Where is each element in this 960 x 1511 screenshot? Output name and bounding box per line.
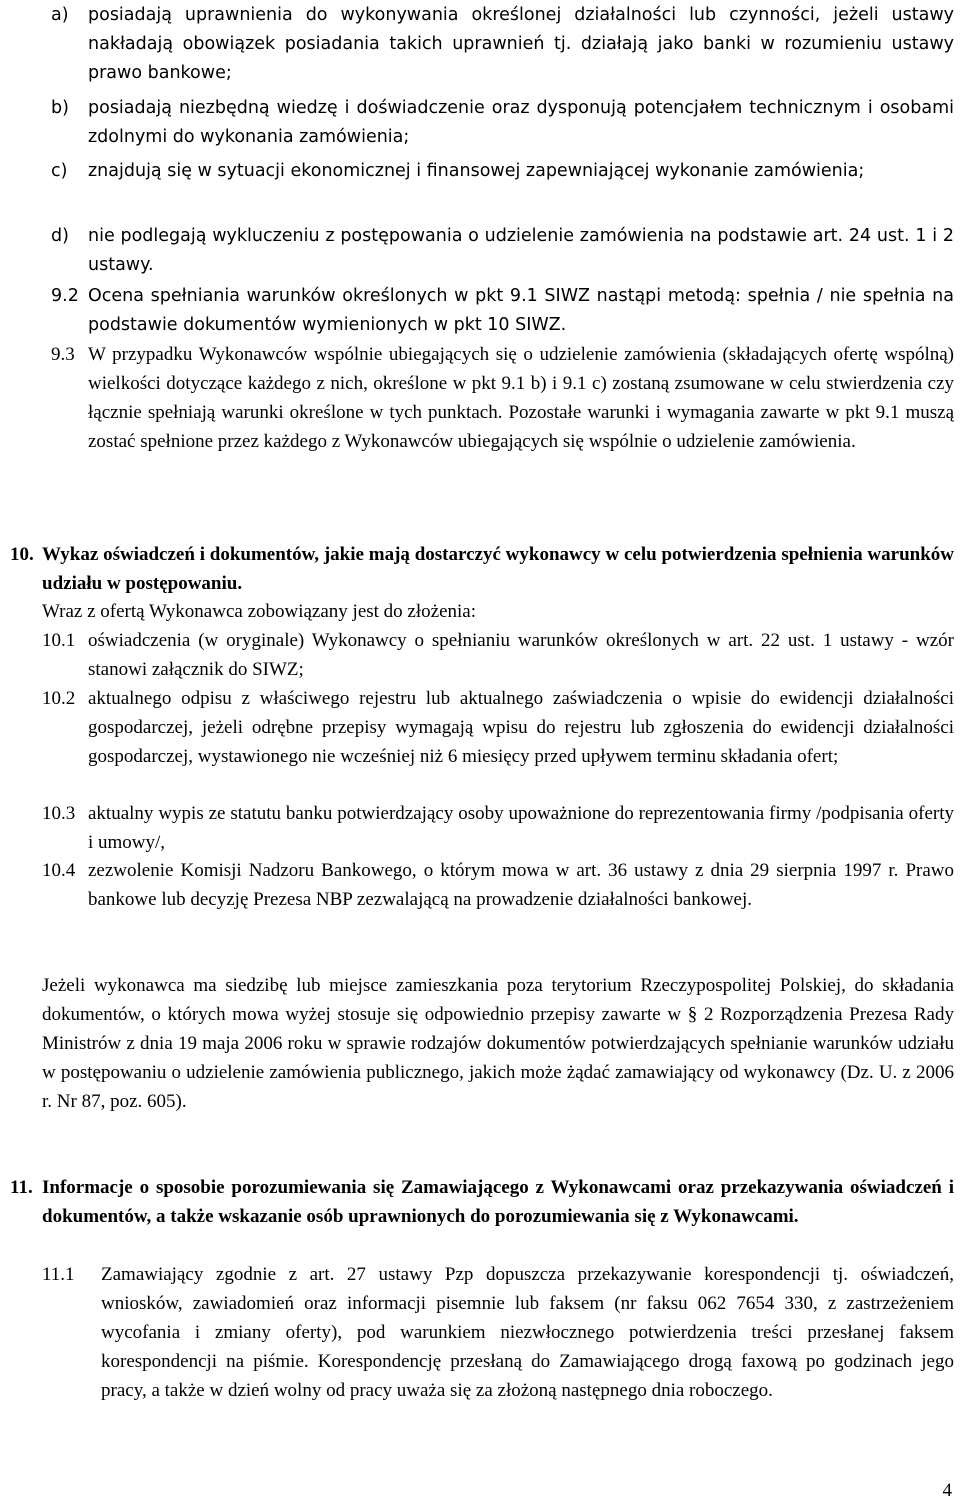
- item-10-4-text: zezwolenie Komisji Nadzoru Bankowego, o którym mowa w art. 36 ustawy z dnia 29 sierpnia 1997 r. Prawo bankowe lub decyzję Prezesa NBP zezwalającą na prowadzenie działalności bankowej.: [88, 860, 954, 910]
- list-item-d: nie podlegają wykluczeniu z postępowania o udzielenie zamówienia na podstawie art. 24 ust. 1 i 2 ustawy.: [88, 226, 954, 275]
- section-9-3-label: 9.3: [51, 344, 75, 365]
- section-10-intro: Wraz z ofertą Wykonawca zobowiązany jest do złożenia:: [42, 601, 477, 622]
- list-label-c: c): [51, 161, 68, 181]
- page-number: 4: [942, 1480, 952, 1501]
- section-9-2-text: Ocena spełniania warunków określonych w pkt 9.1 SIWZ nastąpi metodą: spełnia / nie spełnia na podstawie dokumentów wymienionych w pkt 10 SIWZ.: [88, 286, 954, 335]
- section-10-heading: Wykaz oświadczeń i dokumentów, jakie mają dostarczyć wykonawcy w celu potwierdzenia spełnienia warunków udziału w postępowaniu.: [42, 544, 954, 594]
- list-label-a: a): [51, 5, 69, 25]
- foreign-bidders-paragraph: Jeżeli wykonawca ma siedzibę lub miejsce zamieszkania poza terytorium Rzeczypospolitej Polskiej, do składania dokumentów, o których mowa wyżej stosuje się odpowiednio przepisy zawarte w § 2 Rozporządzenia Prezesa Rady Ministrów z dnia 19 maja 2006 roku w sprawie rodzajów dokumentów potwierdzających spełnianie warunków udziału w postępowaniu o udzielenie zamówienia publicznego, jakich może żądać zamawiający od wykonawcy (Dz. U. z 2006 r. Nr 87, poz. 605).: [42, 975, 954, 1112]
- list-label-b: b): [51, 98, 69, 118]
- item-10-2-text: aktualnego odpisu z właściwego rejestru lub aktualnego zaświadczenia o wpisie do ewidencji działalności gospodarczej, jeżeli odrębne przepisy wymagają wpisu do rejestru lub zgłoszenia do ewidencji działalności gospodarczej, wystawionego nie wcześniej niż 6 miesięcy przed upływem terminu składania ofert;: [88, 688, 954, 767]
- item-10-1-label: 10.1: [42, 630, 76, 651]
- list-label-d: d): [51, 226, 69, 246]
- item-10-3-text: aktualny wypis ze statutu banku potwierdzający osoby upoważnione do reprezentowania firmy /podpisania oferty i umowy/,: [88, 803, 954, 853]
- list-item-b: posiadają niezbędną wiedzę i doświadczenie oraz dysponują potencjałem technicznym i osobami zdolnymi do wykonania zamówienia;: [88, 98, 954, 147]
- section-11-heading: Informacje o sposobie porozumiewania się Zamawiającego z Wykonawcami oraz przekazywania oświadczeń i dokumentów, a także wskazanie osób uprawnionych do porozumiewania się z Wykonawcami.: [42, 1177, 954, 1227]
- list-item-c: znajdują się w sytuacji ekonomicznej i finansowej zapewniającej wykonanie zamówienia;: [88, 161, 865, 181]
- item-11-1-label: 11.1: [42, 1264, 75, 1285]
- item-10-2-label: 10.2: [42, 688, 76, 709]
- section-9-2-label: 9.2: [51, 286, 79, 306]
- item-11-1-text: Zamawiający zgodnie z art. 27 ustawy Pzp dopuszcza przekazywanie korespondencji tj. oświadczeń, wniosków, zawiadomień oraz informacji pisemnie lub faksem (nr faksu 062 7654 330, z zastrzeżeniem wycofania i zmiany oferty), pod warunkiem niezwłocznego potwierdzenia treści przesłanej faksem korespondencji na piśmie. Korespondencję przesłaną do Zamawiającego drogą faxową po godzinach jego pracy, a także w dzień wolny od pracy uważa się za złożoną następnego dnia roboczego.: [101, 1264, 954, 1401]
- section-10-number: 10.: [10, 544, 34, 565]
- section-11-number: 11.: [10, 1177, 33, 1198]
- section-9-3-text: W przypadku Wykonawców wspólnie ubiegających się o udzielenie zamówienia (składających ofertę wspólną) wielkości dotyczące każdego z nich, określone w pkt 9.1 b) i 9.1 c) zostaną zsumowane w celu stwierdzenia czy łącznie spełniają warunki określone w tych punktach. Pozostałe warunki i wymagania zawarte w pkt 9.1 muszą zostać spełnione przez każdego z Wykonawców ubiegających się wspólnie o udzielenie zamówienia.: [88, 344, 954, 452]
- item-10-4-label: 10.4: [42, 860, 76, 881]
- item-10-1-text: oświadczenia (w oryginale) Wykonawcy o spełnianiu warunków określonych w art. 22 ust. 1 ustawy - wzór stanowi załącznik do SIWZ;: [88, 630, 954, 680]
- list-item-a: posiadają uprawnienia do wykonywania określonej działalności lub czynności, jeżeli ustawy nakładają obowiązek posiadania takich uprawnień tj. działają jako banki w rozumieniu ustawy prawo bankowe;: [88, 5, 954, 83]
- item-10-3-label: 10.3: [42, 803, 76, 824]
